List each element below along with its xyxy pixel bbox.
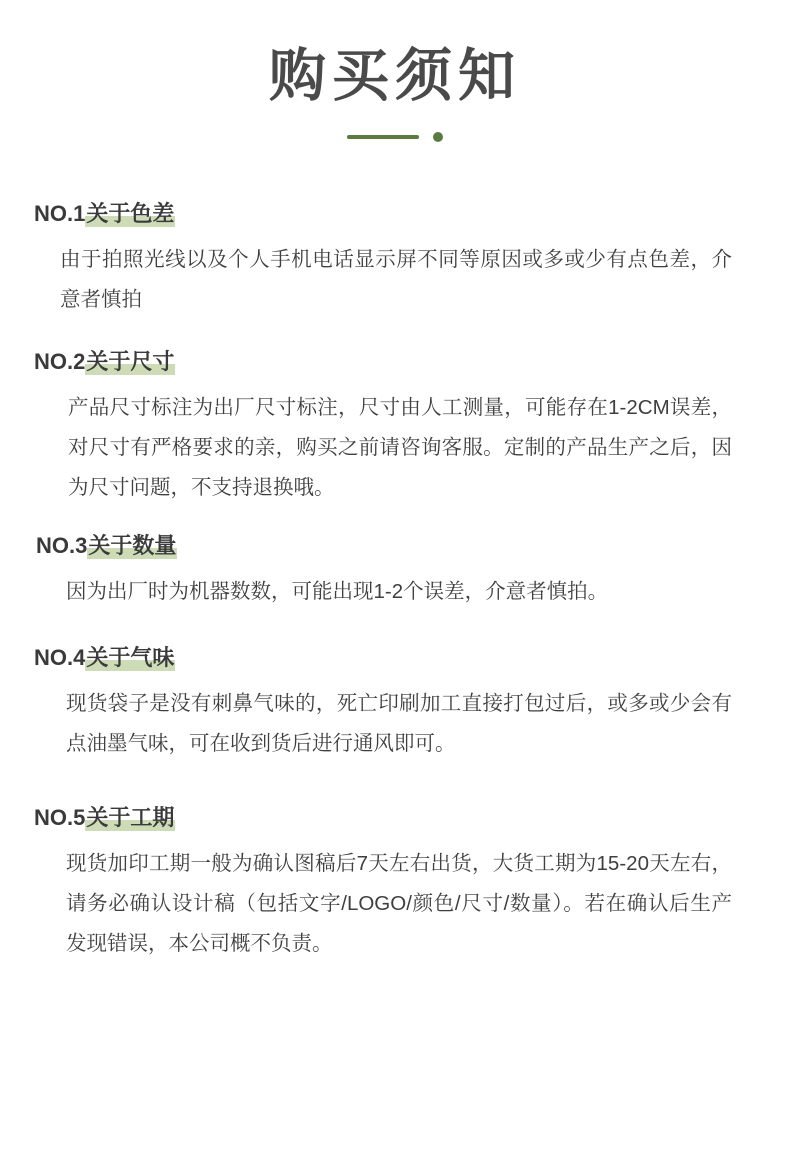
section-1-number: NO.1 bbox=[34, 200, 86, 226]
page-title: 购买须知 bbox=[269, 44, 521, 108]
section-4-label: 关于气味 bbox=[86, 644, 175, 670]
section-4-number: NO.4 bbox=[34, 644, 86, 670]
section-2-heading bbox=[34, 350, 756, 374]
section-3-body: 因为出厂时为机器数数，可能出现1-2个误差，介意者慎拍。 bbox=[66, 579, 609, 603]
section-4-body: 现货袋子是没有刺鼻气味的，死亡印刷加工直接打包过后，或多或少会有点油墨气味，可在收到货后进行通风即可。 bbox=[66, 692, 732, 756]
section-4 bbox=[34, 646, 756, 764]
section-3-number: NO.3 bbox=[36, 532, 88, 558]
section-1-body: 由于拍照光线以及个人手机电话显示屏不同等原因或多或少有点色差，介意者慎拍 bbox=[60, 247, 732, 311]
section-1 bbox=[34, 202, 756, 320]
section-2-label: 关于尺寸 bbox=[86, 348, 175, 374]
section-3-label: 关于数量 bbox=[88, 532, 177, 558]
section-3 bbox=[34, 534, 756, 612]
section-5-number: NO.5 bbox=[34, 805, 86, 831]
section-5 bbox=[34, 806, 756, 964]
section-3-heading bbox=[34, 534, 756, 558]
sections-container bbox=[0, 142, 790, 965]
section-2-number: NO.2 bbox=[34, 348, 86, 374]
section-5-body: 现货加印工期一般为确认图稿后7天左右出货，大货工期为15-20天左右，请务必确认设计稿（包括文字/LOGO/颜色/尺寸/数量）。若在确认后生产发现错误，本公司概不负责。 bbox=[66, 852, 732, 956]
title-divider bbox=[347, 132, 443, 142]
divider-bar-icon bbox=[347, 135, 419, 139]
section-5-label: 关于工期 bbox=[86, 805, 175, 831]
title-block bbox=[0, 0, 790, 142]
divider-dot-icon bbox=[433, 132, 443, 142]
section-5-heading bbox=[34, 806, 756, 830]
section-1-heading bbox=[34, 202, 756, 226]
section-1-label: 关于色差 bbox=[86, 200, 175, 226]
section-2-body: 产品尺寸标注为出厂尺寸标注，尺寸由人工测量，可能存在1-2CM误差，对尺寸有严格要求的亲，购买之前请咨询客服。定制的产品生产之后，因为尺寸问题，不支持退换哦。 bbox=[68, 395, 732, 499]
section-2 bbox=[34, 350, 756, 508]
section-4-heading bbox=[34, 646, 756, 670]
